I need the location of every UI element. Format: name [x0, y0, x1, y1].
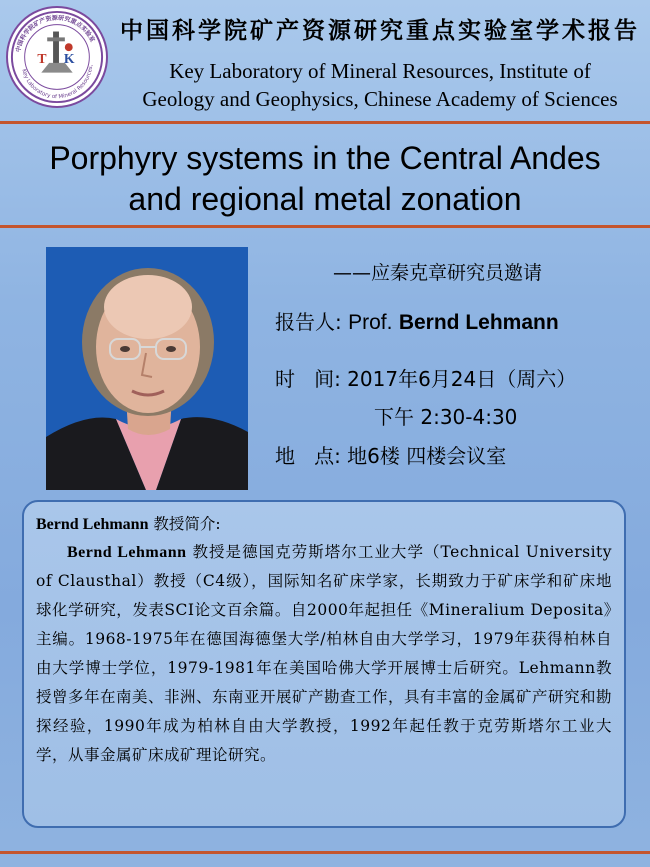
place-line — [275, 440, 506, 469]
time-hours: 下午 2:30-4:30 — [374, 405, 518, 429]
bio-body-text: 教授是德国克劳斯塔尔工业大学（Technical University of Clausthal）教授（C4级），国际知名矿床学家，长期致力于矿床学和矿床地球化学研究，发表SCI论文百余篇。自2000年起担任《Mineralium Deposita》主编。1968-1975年在德国海德堡大学/柏林自由大学学习，1979年获得柏林自由大学博士学位，1979-1981年在美国哈佛大学开展博士后研究。Lehmann教授曾多年在南美、非洲、东南亚开展矿产勘查工作，具有丰富的金属矿产研究和勘探经验，1990年成为柏林自由大学教授，1992年起任教于克劳斯塔尔工业大学，从事金属矿床成矿理论研究。 — [36, 543, 613, 764]
lab-name-english — [110, 57, 650, 113]
time-line — [275, 363, 576, 392]
lab-name-english-line1: Key Laboratory of Mineral Resources, Institute of — [169, 59, 591, 83]
speaker-photo — [46, 247, 248, 490]
bio-heading — [36, 512, 612, 534]
header-divider — [0, 121, 650, 124]
svg-text:Key Laboratory of Mineral Reso: Key Laboratory of Mineral Resources, — [20, 64, 95, 101]
talk-title — [0, 138, 650, 220]
place-label: 地 点: — [275, 444, 341, 468]
time-label: 时 间: — [275, 367, 341, 391]
talk-title-line1: Porphyry systems in the Central Andes — [49, 140, 601, 176]
speaker-title: Prof. — [348, 311, 393, 334]
speaker-bio-box — [22, 500, 626, 828]
speaker-portrait-illustration — [46, 247, 248, 490]
speaker-label: 报告人: — [275, 310, 342, 334]
lab-name-chinese: 中国科学院矿产资源研究重点实验室学术报告 — [120, 17, 640, 44]
invitation-note: ——应秦克章研究员邀请 — [333, 262, 543, 284]
lab-name-english-line2: Geology and Geophysics, Chinese Academy of Sciences — [142, 87, 618, 111]
time-date: 2017年6月24日（周六） — [347, 367, 577, 391]
speaker-name: Bernd Lehmann — [398, 311, 559, 334]
lab-logo-emblem — [8, 8, 106, 106]
footer-divider — [0, 851, 650, 854]
svg-text:T: T — [37, 50, 47, 66]
lab-logo — [6, 6, 108, 108]
speaker-line — [275, 306, 559, 335]
title-divider — [0, 225, 650, 228]
talk-title-line2: and regional metal zonation — [128, 181, 522, 217]
bio-heading-suffix: 教授简介: — [148, 515, 221, 533]
bio-paragraph — [36, 538, 612, 770]
svg-text:中国科学院矿产资源研究重点实验室: 中国科学院矿产资源研究重点实验室 — [15, 14, 96, 53]
bio-body-name: Bernd Lehmann — [67, 544, 187, 561]
svg-text:K: K — [63, 50, 75, 66]
bio-heading-name: Bernd Lehmann — [36, 516, 149, 533]
place-value: 地6楼 四楼会议室 — [347, 444, 507, 468]
